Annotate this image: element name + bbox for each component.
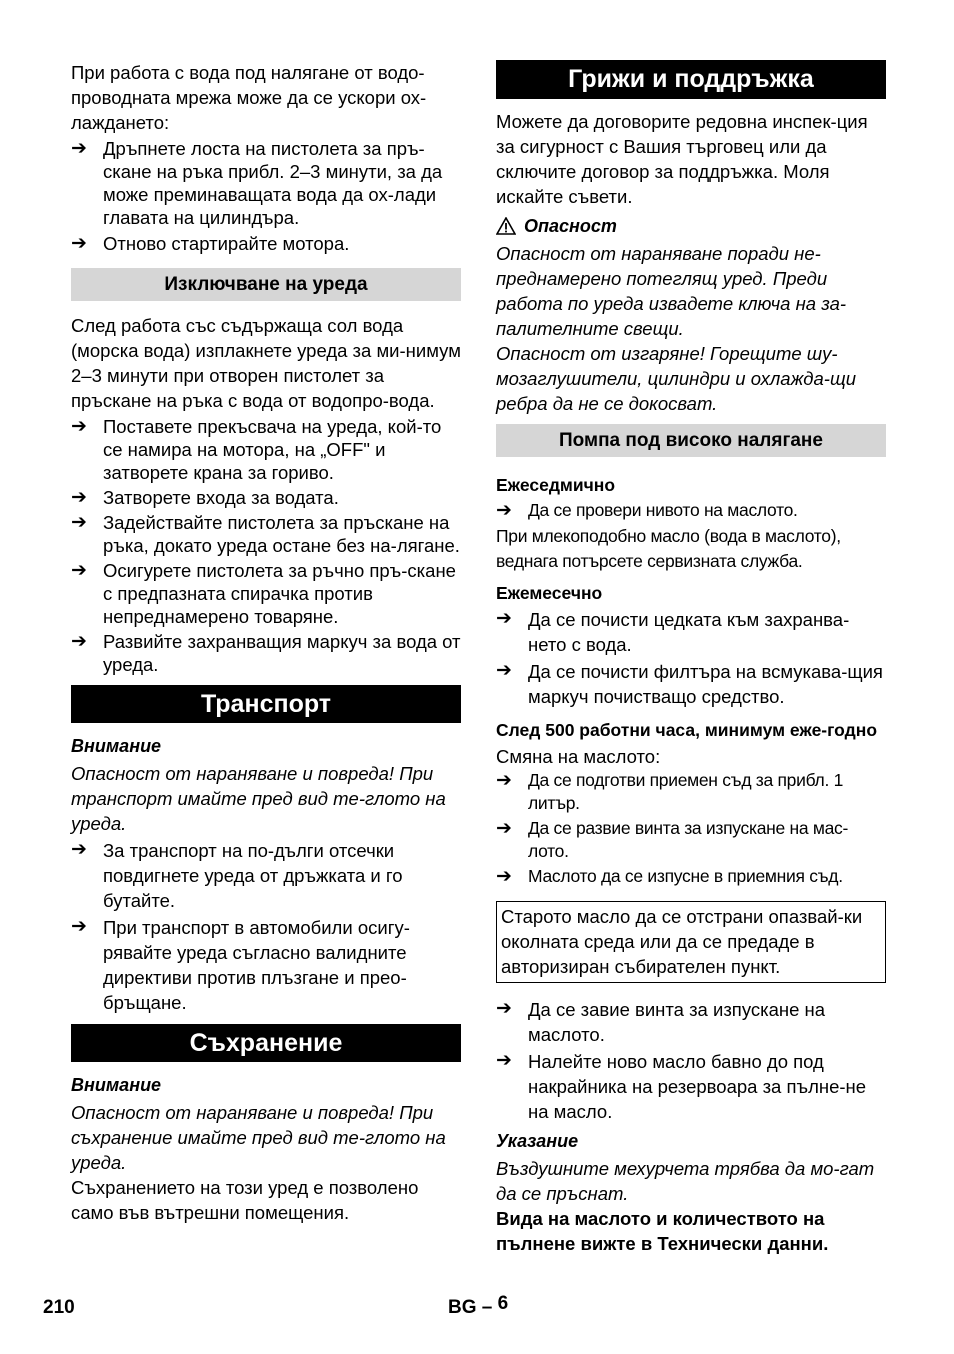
instruction-step: ➔ За транспорт на по-дълги отсечки повдигнете уреда от дръжката и го бутайте. <box>71 839 403 911</box>
arrow-right-icon: ➔ <box>71 233 87 254</box>
arrow-right-icon: ➔ <box>71 512 87 533</box>
instruction-step: ➔ Поставете прекъсвача на уреда, кой-то се намира на мотора, на „OFF" и затворете крана за гориво. <box>71 416 442 483</box>
arrow-right-icon: ➔ <box>71 487 87 508</box>
arrow-right-icon: ➔ <box>71 560 87 581</box>
instruction-step: ➔ Маслото да се изпусне в приемния съд. <box>496 866 843 887</box>
weekly-text: При млекоподобно масло (вода в маслото), веднага потърсете сервизната служба. <box>496 526 841 571</box>
arrow-right-icon: ➔ <box>496 500 512 521</box>
weekly-label: Ежеседмично <box>496 475 616 495</box>
arrow-right-icon: ➔ <box>71 916 87 937</box>
arrow-right-icon: ➔ <box>496 770 512 791</box>
arrow-right-icon: ➔ <box>496 818 512 839</box>
instruction-step: ➔ Да се почисти филтъра на всмукава-щия маркуч почистващо средство. <box>496 660 883 707</box>
monthly-label: Ежемесечно <box>496 583 603 603</box>
section-heading-transport: Транспорт <box>71 685 461 723</box>
danger-text: Опасност от нараняване поради не-преднамерено потеглящ уред. Преди работа по уреда извадете ключа на за-палителните свещи. Опасност от изгаряне! Горещите шу-мозаглушители, цилиндри и охлажда-щи ребра да не се докосват. <box>496 243 857 414</box>
oil-change-label: Смяна на маслото: <box>496 746 661 767</box>
storage-attention-text: Опасност от нараняване и повреда! При съхранение имайте пред вид те-глото на уреда. <box>71 1102 446 1173</box>
storage-attention-label: Внимание <box>71 1075 162 1095</box>
section-heading-shutdown: Изключване на уреда <box>71 268 461 301</box>
language-page-label: BG – 6 <box>448 1293 509 1318</box>
after500-label: След 500 работни часа, минимум еже-годно <box>496 720 878 740</box>
arrow-right-icon: ➔ <box>71 416 87 437</box>
section-heading-care: Грижи и поддръжка <box>496 60 886 99</box>
arrow-right-icon: ➔ <box>71 839 87 860</box>
section-heading-pump: Помпа под високо налягане <box>496 424 886 457</box>
instruction-step: ➔ При транспорт в автомобили осигу-рявайте уреда съгласно валидните директиви против плъзгане и прео-бръщане. <box>71 916 410 1013</box>
note-bold-text: Вида на маслото и количеството на пълнене вижте в Технически данни. <box>496 1208 829 1254</box>
shutdown-text: След работа със съдържаща сол вода (морска вода) изплакнете уреда за ми-нимум 2–3 минути при отворен пистолет за пръскане на ръка с вода от водопро-вода. <box>71 315 461 411</box>
instruction-step: ➔ Да се завие винта за изпускане на маслото. <box>496 998 826 1045</box>
danger-header <box>496 214 886 238</box>
arrow-right-icon: ➔ <box>496 866 512 887</box>
note-label: Указание <box>496 1131 579 1151</box>
instruction-step: ➔ Налейте ново масло бавно до под накрайника на резервоара за пълне-не на масло. <box>496 1050 867 1122</box>
instruction-step: ➔ Да се развие винта за изпускане на мас-лото. <box>496 818 849 861</box>
arrow-right-icon: ➔ <box>496 998 512 1019</box>
transport-attention-label: Внимание <box>71 736 162 756</box>
cooling-intro: При работа с вода под налягане от водо-проводната мрежа може да се ускори ох-лаждането: <box>71 62 427 133</box>
instruction-step: ➔ Развийте захранващия маркуч за вода от уреда. <box>71 631 461 675</box>
instruction-step: ➔ Да се почисти цедката към захранва-нето с вода. <box>496 608 850 655</box>
instruction-step: ➔ Задействайте пистолета за пръскане на ръка, докато уреда остане без на-лягане. <box>71 512 460 556</box>
arrow-right-icon: ➔ <box>71 631 87 652</box>
section-heading-storage: Съхранение <box>71 1024 461 1062</box>
warning-triangle-icon <box>496 217 516 235</box>
instruction-step: ➔ Осигурете пистолета за ръчно пръ-скане с предпазната спирачка против непреднамерено товаряне. <box>71 560 456 627</box>
transport-attention-text: Опасност от нараняване и повреда! При транспорт имайте пред вид те-глото на уреда. <box>71 763 446 834</box>
instruction-step: ➔ Дръпнете лоста на пистолета за пръ-скане на ръка прибл. 2–3 минути, за да може преминаващата вода да ох-лади главата на цилиндъра. <box>71 138 443 228</box>
instruction-step: ➔ Отново стартирайте мотора. <box>71 233 350 254</box>
care-intro: Можете да договорите редовна инспек-ция за сигурност с Вашия търговец или да сключите договор за поддръжка. Моля искайте съвети. <box>496 111 868 207</box>
arrow-right-icon: ➔ <box>71 138 87 159</box>
storage-text: Съхранението на този уред е позволено само във вътрешни помещения. <box>71 1177 419 1223</box>
instruction-step: ➔ Да се подготви приемен съд за прибл. 1 литър. <box>496 770 843 813</box>
danger-label: Опасност <box>524 216 617 236</box>
instruction-step: ➔ Да се провери нивото на маслото. <box>496 500 798 521</box>
arrow-right-icon: ➔ <box>496 1050 512 1071</box>
page-number: 210 <box>43 1297 75 1318</box>
note-text: Въздушните мехурчета трябва да мо-гат да се пръснат. <box>496 1158 875 1204</box>
instruction-step: ➔ Затворете входа за водата. <box>71 487 339 508</box>
disposal-notice-box: Старото масло да се отстрани опазвай-ки околната среда или да се предаде в авторизиран събирателен пункт. <box>496 901 886 983</box>
right-column <box>496 60 886 1256</box>
left-column <box>71 60 461 1225</box>
arrow-right-icon: ➔ <box>496 608 512 629</box>
arrow-right-icon: ➔ <box>496 660 512 681</box>
